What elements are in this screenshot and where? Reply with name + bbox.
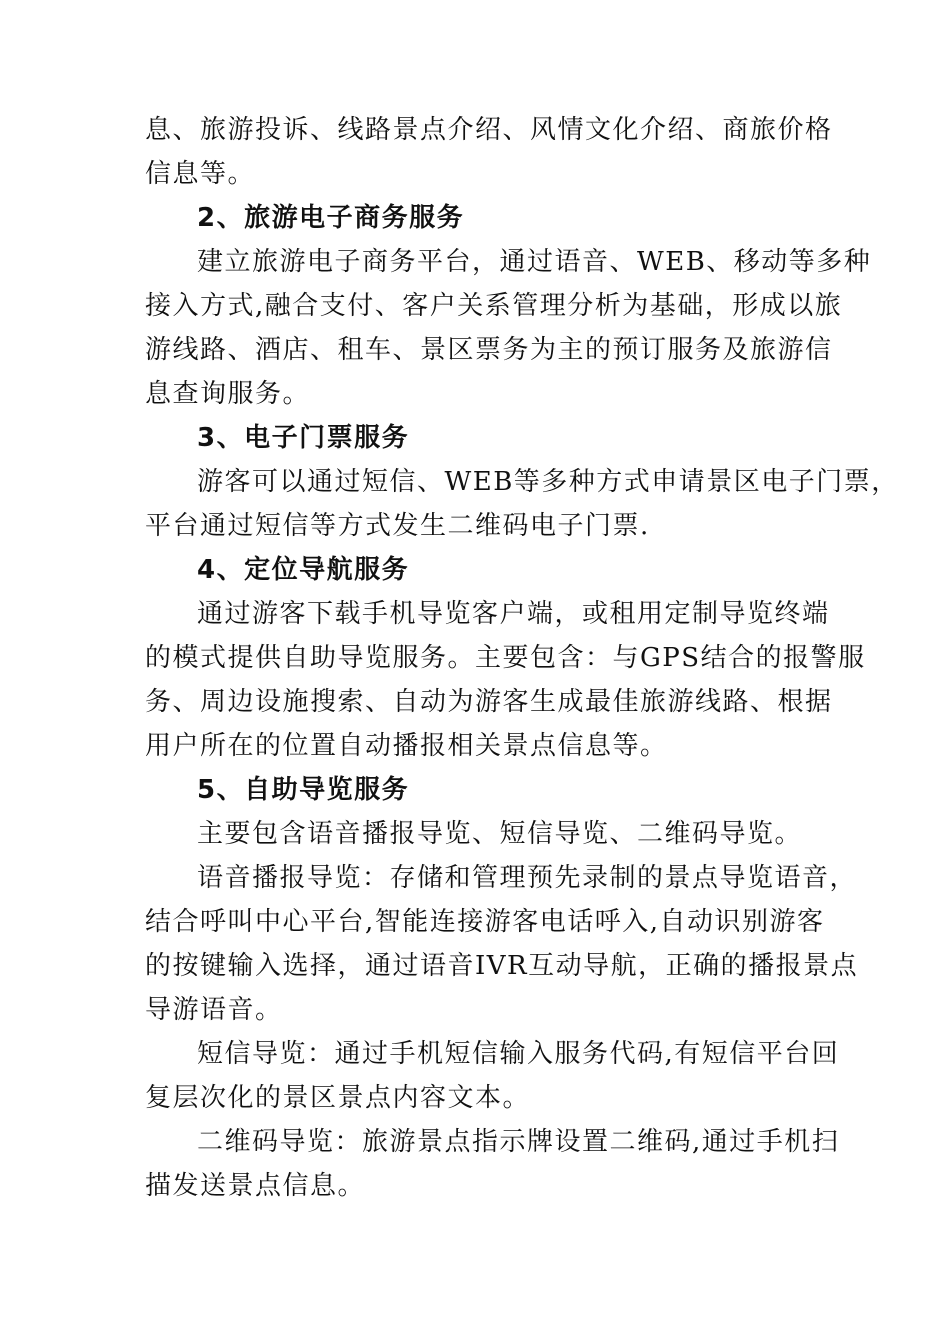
section-heading: 5、自助导览服务 <box>197 775 410 805</box>
text-line: 二维码导览：旅游景点指示牌设置二维码,通过手机扫 <box>197 1127 840 1157</box>
section-heading: 3、电子门票服务 <box>197 423 410 453</box>
text-line: 息查询服务。 <box>145 379 311 409</box>
text-line: 的模式提供自助导览服务。主要包含：与GPS结合的报警服 <box>145 643 866 673</box>
text-line: 用户所在的位置自动播报相关景点信息等。 <box>145 731 668 761</box>
text-line: 接入方式,融合支付、客户关系管理分析为基础，形成以旅 <box>145 291 843 321</box>
text-line: 导游语音。 <box>145 995 283 1025</box>
text-line: 描发送景点信息。 <box>145 1171 366 1201</box>
text-line: 短信导览：通过手机短信输入服务代码,有短信平台回 <box>197 1039 840 1069</box>
document-page <box>145 108 899 1208</box>
text-line: 息、旅游投诉、线路景点介绍、风情文化介绍、商旅价格 <box>145 115 833 145</box>
text-line: 结合呼叫中心平台,智能连接游客电话呼入,自动识别游客 <box>145 907 825 937</box>
section-heading: 2、旅游电子商务服务 <box>197 203 465 233</box>
text-line: 主要包含语音播报导览、短信导览、二维码导览。 <box>197 819 803 849</box>
text-line: 游客可以通过短信、WEB等多种方式申请景区电子门票， <box>197 467 899 497</box>
text-line: 平台通过短信等方式发生二维码电子门票. <box>145 511 650 541</box>
text-line: 的按键输入选择，通过语音IVR互动导航，正确的播报景点 <box>145 951 859 981</box>
text-line: 语音播报导览：存储和管理预先录制的景点导览语音， <box>197 863 858 893</box>
text-line: 复层次化的景区景点内容文本。 <box>145 1083 531 1113</box>
text-line: 信息等。 <box>145 159 256 189</box>
text-line: 游线路、酒店、租车、景区票务为主的预订服务及旅游信 <box>145 335 833 365</box>
text-line: 通过游客下载手机导览客户端，或租用定制导览终端 <box>197 599 830 629</box>
text-line: 务、周边设施搜索、自动为游客生成最佳旅游线路、根据 <box>145 687 833 717</box>
text-line: 建立旅游电子商务平台，通过语音、WEB、移动等多种 <box>197 247 872 277</box>
section-heading: 4、定位导航服务 <box>197 555 410 585</box>
